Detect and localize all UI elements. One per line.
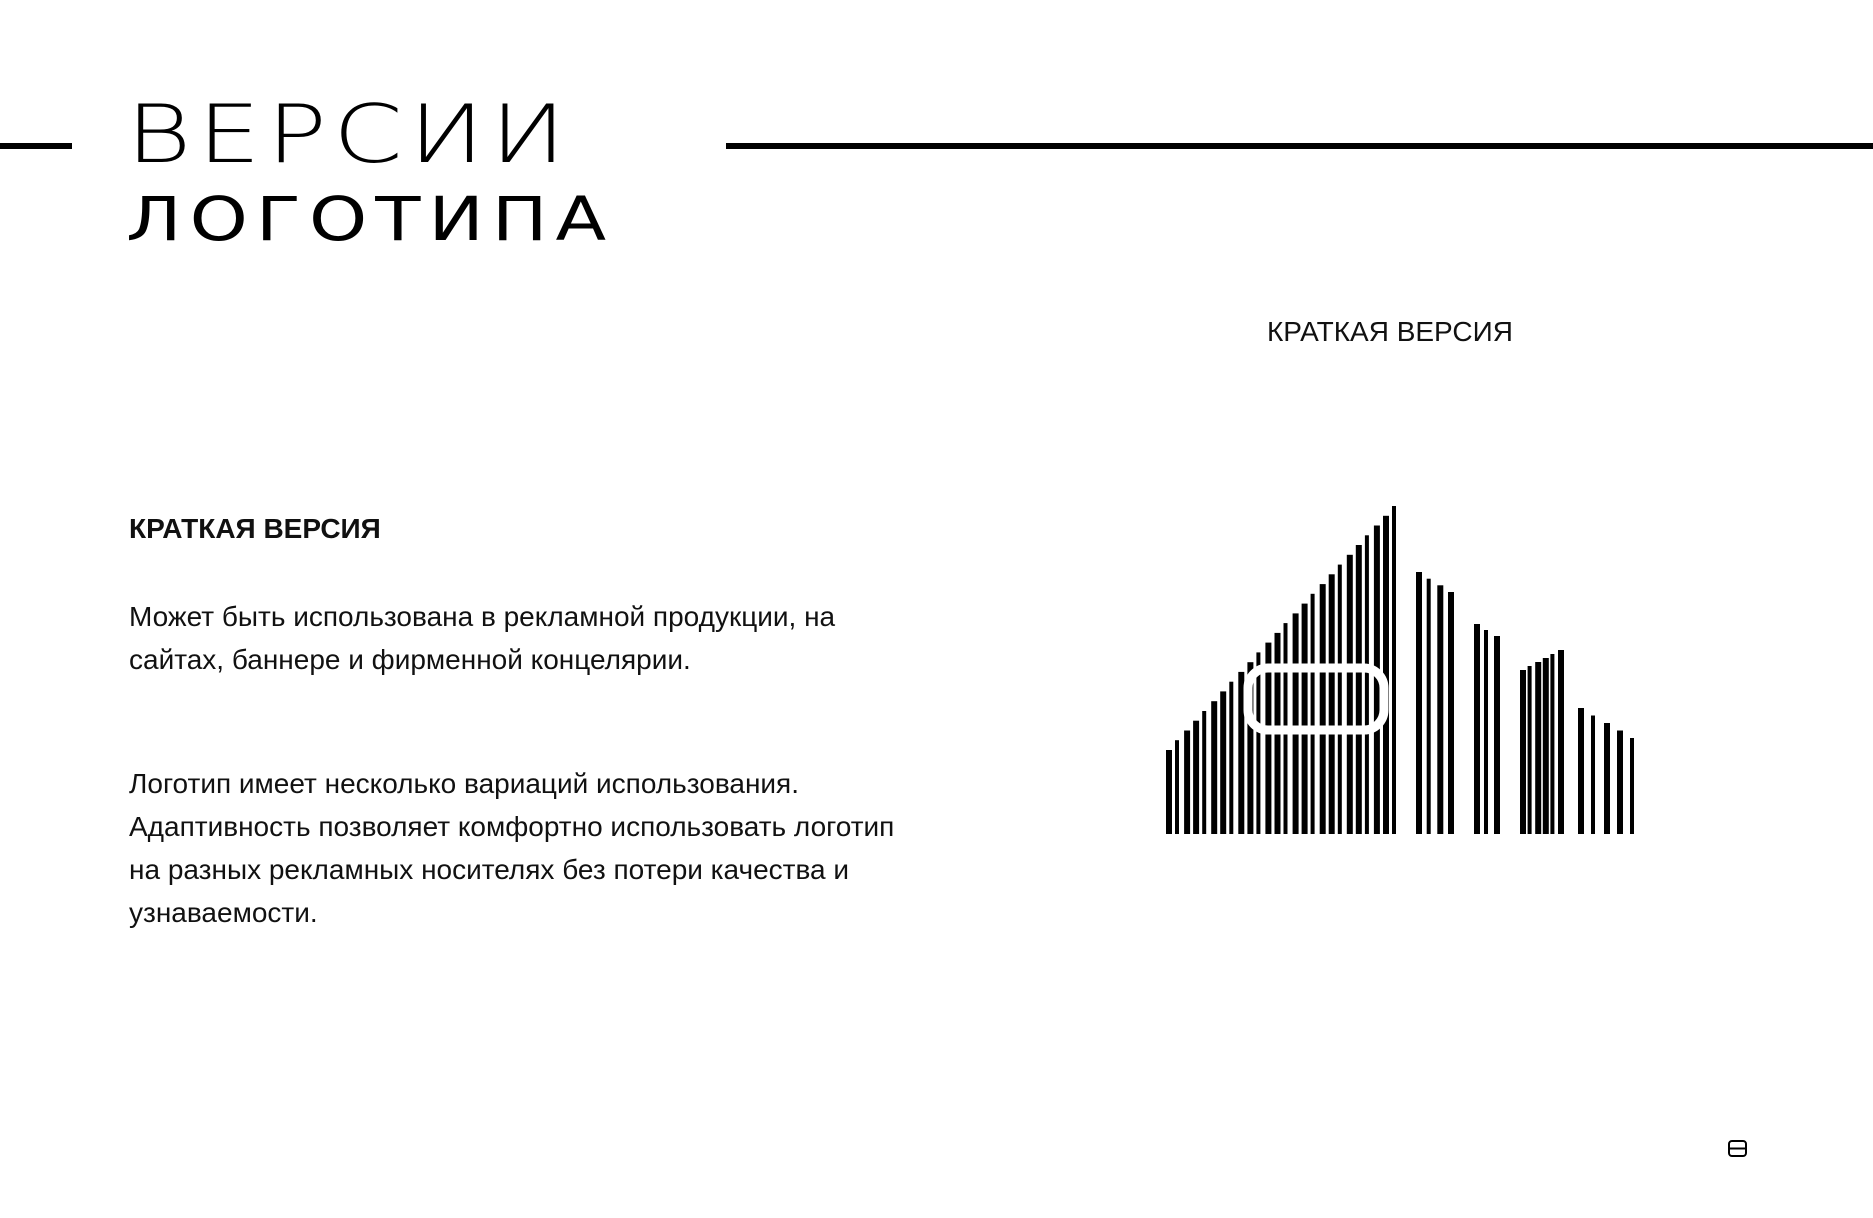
- logo-bar: [1416, 572, 1422, 834]
- logo-bar: [1484, 630, 1488, 834]
- title-line-1: ВЕРСИИ: [126, 87, 572, 182]
- logo-bar: [1256, 652, 1260, 834]
- logo-bar: [1193, 721, 1199, 834]
- logo-bar: [1535, 662, 1541, 834]
- description-paragraph-1: Может быть использована в рекламной продукции, на сайтах, баннере и фирменной концелярии.: [129, 601, 836, 675]
- title-rule-right: [726, 143, 1873, 149]
- title-line-2: ЛОГОТИПА: [126, 184, 615, 255]
- logo-bar: [1494, 636, 1500, 834]
- logo-bar: [1591, 716, 1595, 835]
- logo-bar: [1630, 738, 1634, 834]
- logo-bar: [1356, 545, 1362, 834]
- logo-bar: [1558, 650, 1564, 834]
- section-heading: КРАТКАЯ ВЕРСИЯ: [129, 513, 381, 544]
- logo-bar: [1293, 613, 1299, 834]
- logo-bar: [1211, 701, 1217, 834]
- logo-bar: [1347, 555, 1353, 834]
- logo-bar: [1320, 584, 1326, 834]
- title-rule-left: [0, 143, 72, 149]
- logo-bar: [1229, 682, 1233, 834]
- logo-bar: [1528, 666, 1532, 834]
- barcode-building-logo-icon: [1160, 500, 1636, 836]
- description-paragraph-2: Логотип имеет несколько вариаций использования. Адаптивность позволяет комфортно использовать логотип на разных рекламных носителях без потери качества и узнаваемости.: [129, 768, 895, 928]
- logo-bar: [1550, 654, 1554, 834]
- logo-bar: [1520, 670, 1526, 834]
- page-marker-icon: [1728, 1140, 1747, 1157]
- logo-bar: [1329, 574, 1335, 834]
- logo-bar: [1166, 750, 1172, 834]
- logo-bar: [1302, 604, 1308, 834]
- logo-caption: КРАТКАЯ ВЕРСИЯ: [1267, 316, 1513, 347]
- logo-bar: [1437, 585, 1443, 834]
- logo-bar: [1392, 506, 1396, 834]
- logo-bar: [1175, 740, 1179, 834]
- logo-bar: [1448, 592, 1454, 834]
- logo-bar: [1338, 565, 1342, 834]
- page-title: [126, 87, 615, 263]
- logo-bar: [1578, 708, 1584, 834]
- logo-bar: [1543, 658, 1549, 834]
- logo-bar: [1220, 691, 1226, 834]
- logo-bar: [1617, 731, 1623, 835]
- logo-bar: [1474, 624, 1480, 834]
- logo-bar: [1184, 731, 1190, 835]
- logo-bar: [1604, 723, 1610, 834]
- logo-bar: [1311, 594, 1315, 834]
- logo-bar: [1238, 672, 1244, 834]
- logo-bar: [1365, 535, 1369, 834]
- logo-bar: [1427, 579, 1431, 834]
- logo-bar: [1202, 711, 1206, 834]
